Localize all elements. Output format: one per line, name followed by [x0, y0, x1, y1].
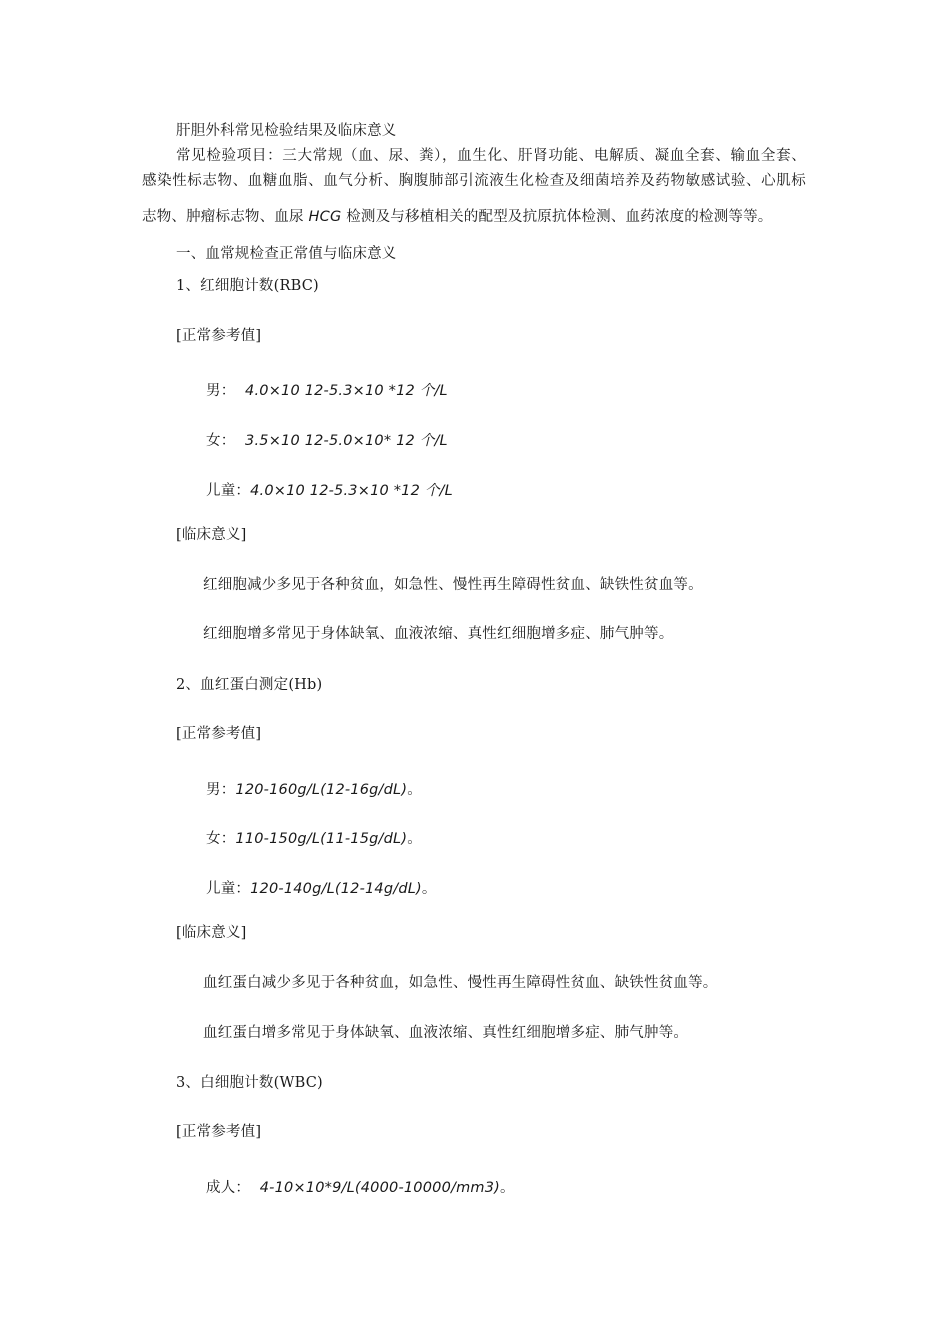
section-heading-blood-routine: 一、血常规检查正常值与临床意义: [176, 246, 397, 262]
rbc-child-value: 儿童：4.0×10 12-5.3×10 *12 个/L: [206, 483, 453, 499]
wbc-adult-value: 成人： 4-10×10*9/L(4000-10000/mm3)。: [206, 1180, 515, 1196]
intro-line-1: 常见检验项目：三大常规（血、尿、粪），血生化、肝肾功能、电解质、凝血全套、输血全套、: [176, 148, 806, 164]
rbc-male-value: 男： 4.0×10 12-5.3×10 *12 个/L: [206, 383, 448, 399]
intro-line-3: 志物、肿瘤标志物、血尿 HCG 检测及与移植相关的配型及抗原抗体检测、血药浓度的检测等等。: [142, 209, 773, 225]
wbc-heading: 3、白细胞计数(WBC): [176, 1075, 323, 1091]
hb-increase-text: 血红蛋白增多常见于身体缺氧、血液浓缩、真性红细胞增多症、肺气肿等。: [203, 1025, 689, 1041]
hb-male-value: 男：120-160g/L(12-16g/dL)。: [206, 782, 422, 798]
hb-heading: 2、血红蛋白测定(Hb): [176, 677, 323, 693]
rbc-heading: 1、红细胞计数(RBC): [176, 278, 319, 294]
hb-child-value: 儿童：120-140g/L(12-14g/dL)。: [206, 881, 437, 897]
hb-female-value: 女：110-150g/L(11-15g/dL)。: [206, 831, 422, 847]
rbc-increase-text: 红细胞增多常见于身体缺氧、血液浓缩、真性红细胞增多症、肺气肿等。: [203, 626, 674, 642]
document-title: 肝胆外科常见检验结果及临床意义: [176, 123, 397, 139]
rbc-decrease-text: 红细胞减少多见于各种贫血，如急性、慢性再生障碍性贫血、缺铁性贫血等。: [203, 577, 703, 593]
hb-normal-label: [正常参考值]: [176, 726, 262, 742]
rbc-clinical-label: [临床意义]: [176, 527, 247, 543]
hb-clinical-label: [临床意义]: [176, 925, 247, 941]
wbc-normal-label: [正常参考值]: [176, 1124, 262, 1140]
rbc-normal-label: [正常参考值]: [176, 328, 262, 344]
rbc-female-value: 女： 3.5×10 12-5.0×10* 12 个/L: [206, 433, 448, 449]
hb-decrease-text: 血红蛋白减少多见于各种贫血，如急性、慢性再生障碍性贫血、缺铁性贫血等。: [203, 975, 718, 991]
intro-line-2: 感染性标志物、血糖血脂、血气分析、胸腹肺部引流液生化检查及细菌培养及药物敏感试验、心肌标: [142, 173, 806, 189]
